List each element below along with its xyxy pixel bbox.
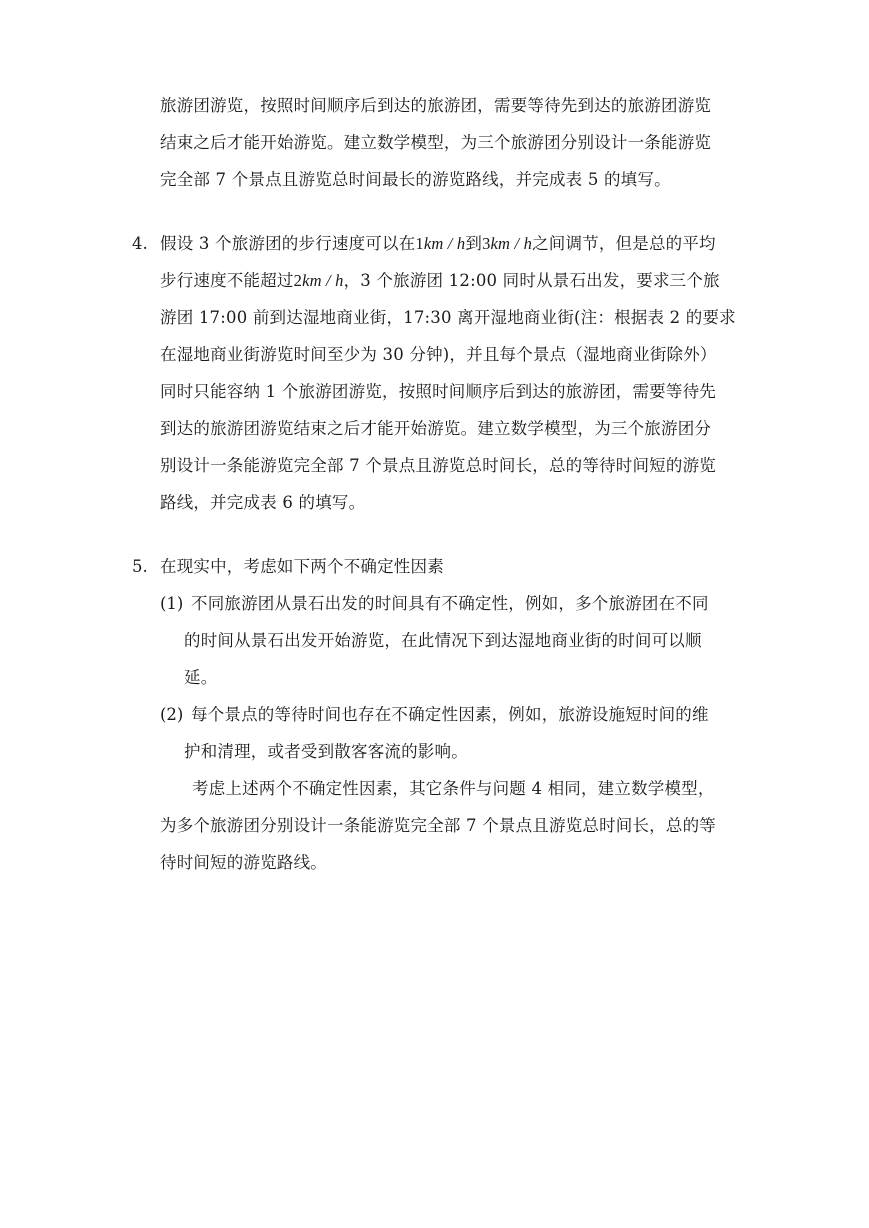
q4-line-3: 游团 17:00 前到达湿地商业街，17:30 离开湿地商业街(注：根据表 2 的要求 — [160, 308, 736, 327]
q4-speed-avg: 2km / h — [293, 271, 344, 290]
q5-item-1-line-1: 不同旅游团从景石出发的时间具有不确定性，例如，多个旅游团在不同 — [191, 594, 709, 613]
q5-item-2-line-1: 每个景点的等待时间也存在不确定性因素，例如，旅游设施短时间的维 — [191, 705, 709, 724]
q5-intro: 在现实中，考虑如下两个不确定性因素 — [160, 557, 444, 576]
q4-line-2-a: 步行速度不能超过 — [160, 271, 294, 290]
q5-closing-line-2: 为多个旅游团分别设计一条能游览完全部 7 个景点且游览总时间长，总的等 — [160, 816, 716, 835]
q4-line-2-b: ，3 个旅游团 12:00 同时从景石出发，要求三个旅 — [343, 271, 720, 290]
q3-line-1: 旅游团游览，按照时间顺序后到达的旅游团，需要等待先到达的旅游团游览 — [160, 96, 712, 115]
q4-line-1-b: 到 — [465, 234, 483, 253]
q3-line-2: 结束之后才能开始游览。建立数学模型，为三个旅游团分别设计一条能游览 — [160, 133, 712, 152]
q5-item-2-number: (2) — [160, 705, 184, 724]
q4-line-1-c: 之间调节，但是总的平均 — [532, 234, 716, 253]
q4-line-8: 路线，并完成表 6 的填写。 — [160, 493, 366, 512]
q4-line-4: 在湿地商业街游览时间至少为 30 分钟)，并且每个景点（湿地商业街除外） — [160, 345, 717, 364]
q5-number: 5. — [132, 557, 148, 576]
q4-line-5: 同时只能容纳 1 个旅游团游览，按照时间顺序后到达的旅游团，需要等待先 — [160, 382, 716, 401]
q4-speed-min: 1km / h — [415, 234, 466, 253]
q5-item-1-number: (1) — [160, 594, 184, 613]
q5-item-1-line-2: 的时间从景石出发开始游览，在此情况下到达湿地商业街的时间可以顺 — [184, 631, 702, 650]
q4-line-6: 到达的旅游团游览结束之后才能开始游览。建立数学模型，为三个旅游团分 — [160, 419, 712, 438]
q5-item-2-line-2: 护和清理，或者受到散客客流的影响。 — [184, 742, 468, 761]
q4-number: 4. — [132, 234, 148, 253]
q4-line-1-a: 假设 3 个旅游团的步行速度可以在 — [160, 234, 416, 253]
q4-speed-max: 3km / h — [482, 234, 533, 253]
q5-closing-line-1: 考虑上述两个不确定性因素，其它条件与问题 4 相同，建立数学模型， — [192, 779, 715, 798]
q5-item-1-line-3: 延。 — [184, 668, 218, 687]
q4-line-1 — [160, 234, 716, 254]
q3-line-3: 完全部 7 个景点且游览总时间最长的游览路线，并完成表 5 的填写。 — [160, 170, 671, 189]
q4-line-7: 别设计一条能游览完全部 7 个景点且游览总时间长，总的等待时间短的游览 — [160, 456, 716, 475]
q4-line-2 — [160, 271, 720, 291]
q5-closing-line-3: 待时间短的游览路线。 — [160, 853, 327, 872]
